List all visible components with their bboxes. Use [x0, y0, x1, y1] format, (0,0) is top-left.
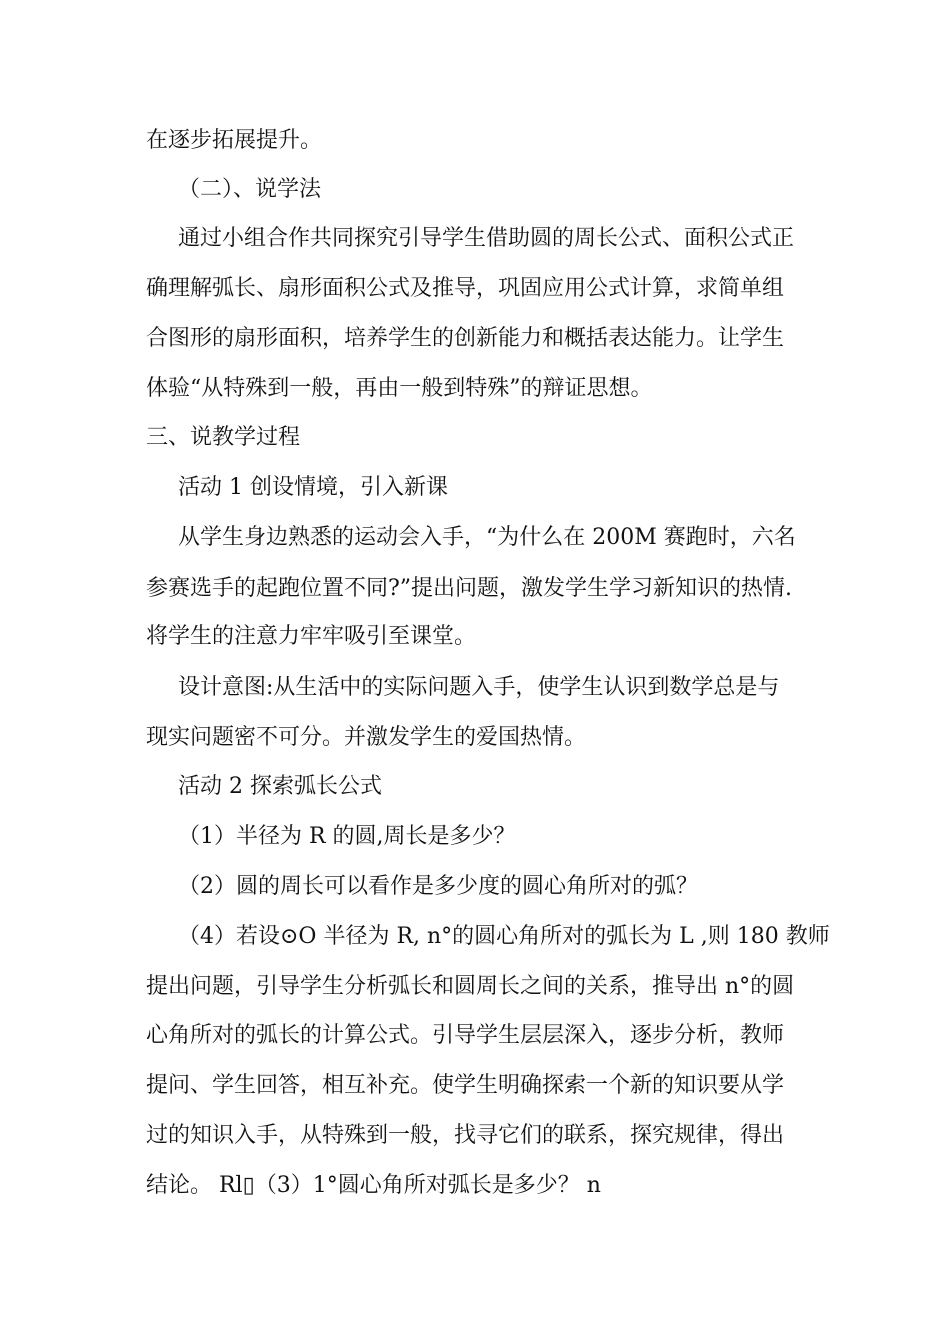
text-line: 提出问题，引导学生分析弧长和圆周长之间的关系，推导出 n°的圆	[146, 974, 795, 999]
text-line: 现实问题密不可分。并激发学生的爱国热情。	[146, 725, 587, 750]
text-line: 从学生身边熟悉的运动会入手，“为什么在 200M 赛跑时，六名	[178, 525, 796, 550]
text-line: 体验“从特殊到一般，再由一般到特殊”的辩证思想。	[146, 376, 653, 401]
section-heading: （二）、说学法	[178, 177, 322, 202]
question-line: （1）半径为 R 的圆,周长是多少？	[178, 824, 516, 849]
text-line: 参赛选手的起跑位置不同?”提出问题，激发学生学习新知识的热情.	[146, 576, 793, 601]
text-line: 在逐步拓展提升。	[146, 128, 323, 153]
text-line: 确理解弧长、扇形面积公式及推导，巩固应用公式计算，求简单组	[146, 276, 785, 301]
section-heading: 三、说教学过程	[146, 425, 301, 450]
text-line: 将学生的注意力牢牢吸引至课堂。	[146, 624, 477, 649]
activity-heading: 活动 2 探索弧长公式	[178, 774, 382, 799]
activity-heading: 活动 1 创设情境，引入新课	[178, 475, 448, 500]
text-line: 通过小组合作共同探究引导学生借助圆的周长公式、面积公式正	[178, 226, 795, 251]
text-line: 合图形的扇形面积，培养学生的创新能力和概括表达能力。让学生	[146, 326, 785, 351]
text-line: 提问、学生回答，相互补充。使学生明确探索一个新的知识要从学	[146, 1073, 785, 1098]
question-line: （2）圆的周长可以看作是多少度的圆心角所对的弧？	[178, 874, 698, 899]
text-line: 结论。 Rl▯（3）1°圆心角所对弧长是多少？ n	[146, 1173, 601, 1198]
text-line: 设计意图:从生活中的实际问题入手，使学生认识到数学总是与	[178, 675, 780, 700]
question-line: （4）若设⊙O 半径为 R, n°的圆心角所对的弧长为 L ,则 180 教师	[178, 924, 830, 949]
text-line: 心角所对的弧长的计算公式。引导学生层层深入，逐步分析，教师	[146, 1023, 785, 1048]
text-line: 过的知识入手，从特殊到一般，找寻它们的联系，探究规律，得出	[146, 1123, 785, 1148]
